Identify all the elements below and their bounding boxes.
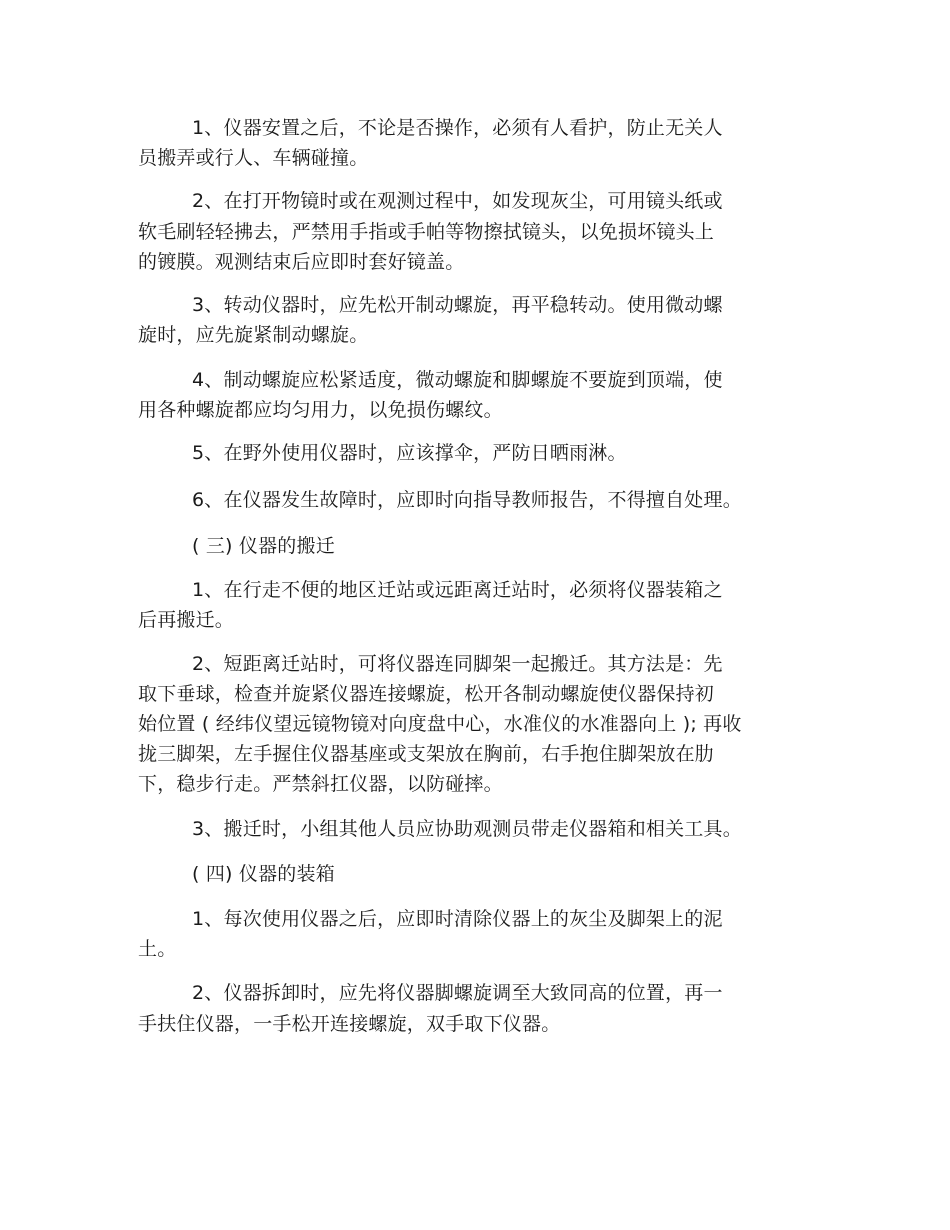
- paragraph-line: 1、仪器安置之后，不论是否操作，必须有人看护，防止无关人: [192, 117, 723, 139]
- section-heading: ( 四) 仪器的装箱: [192, 863, 335, 885]
- paragraph-line: 6、在仪器发生故障时，应即时向指导教师报告，不得擅自处理。: [192, 489, 742, 511]
- paragraph-line: 取下垂球，检查并旋紧仪器连接螺旋，松开各制动螺旋使仪器保持初: [138, 683, 715, 705]
- paragraph-line: 1、每次使用仪器之后，应即时清除仪器上的灰尘及脚架上的泥: [192, 908, 723, 930]
- paragraph-line: 土。: [138, 938, 177, 960]
- paragraph-line: 下，稳步行走。严禁斜扛仪器，以防碰摔。: [138, 773, 503, 795]
- paragraph-line: 后再搬迁。: [138, 609, 235, 631]
- paragraph-line: 2、在打开物镜时或在观测过程中，如发现灰尘，可用镜头纸或: [192, 190, 723, 212]
- paragraph-line: 员搬弄或行人、车辆碰撞。: [138, 147, 369, 169]
- paragraph-line: 3、搬迁时，小组其他人员应协助观测员带走仪器箱和相关工具。: [192, 818, 742, 840]
- paragraph-line: 始位置 ( 经纬仪望远镜物镜对向度盘中心，水准仪的水准器向上 ); 再收: [138, 713, 742, 735]
- paragraph-line: 的镀膜。观测结束后应即时套好镜盖。: [138, 251, 465, 273]
- paragraph-line: 3、转动仪器时，应先松开制动螺旋，再平稳转动。使用微动螺: [192, 294, 723, 316]
- paragraph-line: 2、仪器拆卸时，应先将仪器脚螺旋调至大致同高的位置，再一: [192, 982, 723, 1004]
- paragraph-line: 旋时，应先旋紧制动螺旋。: [138, 324, 369, 346]
- paragraph-line: 拢三脚架，左手握住仪器基座或支架放在胸前，右手抱住脚架放在肋: [138, 743, 715, 765]
- paragraph-line: 4、制动螺旋应松紧适度，微动螺旋和脚螺旋不要旋到顶端，使: [192, 369, 723, 391]
- paragraph-line: 1、在行走不便的地区迁站或远距离迁站时，必须将仪器装箱之: [192, 579, 723, 601]
- paragraph-line: 软毛刷轻轻拂去，严禁用手指或手帕等物擦拭镜头，以免损坏镜头上: [138, 221, 715, 243]
- paragraph-line: 5、在野外使用仪器时，应该撑伞，严防日晒雨淋。: [192, 442, 627, 464]
- paragraph-line: 2、短距离迁站时，可将仪器连同脚架一起搬迁。其方法是：先: [192, 653, 723, 675]
- section-heading: ( 三) 仪器的搬迁: [192, 535, 335, 557]
- paragraph-line: 用各种螺旋都应均匀用力，以免损伤螺纹。: [138, 399, 503, 421]
- paragraph-line: 手扶住仪器，一手松开连接螺旋，双手取下仪器。: [138, 1013, 561, 1035]
